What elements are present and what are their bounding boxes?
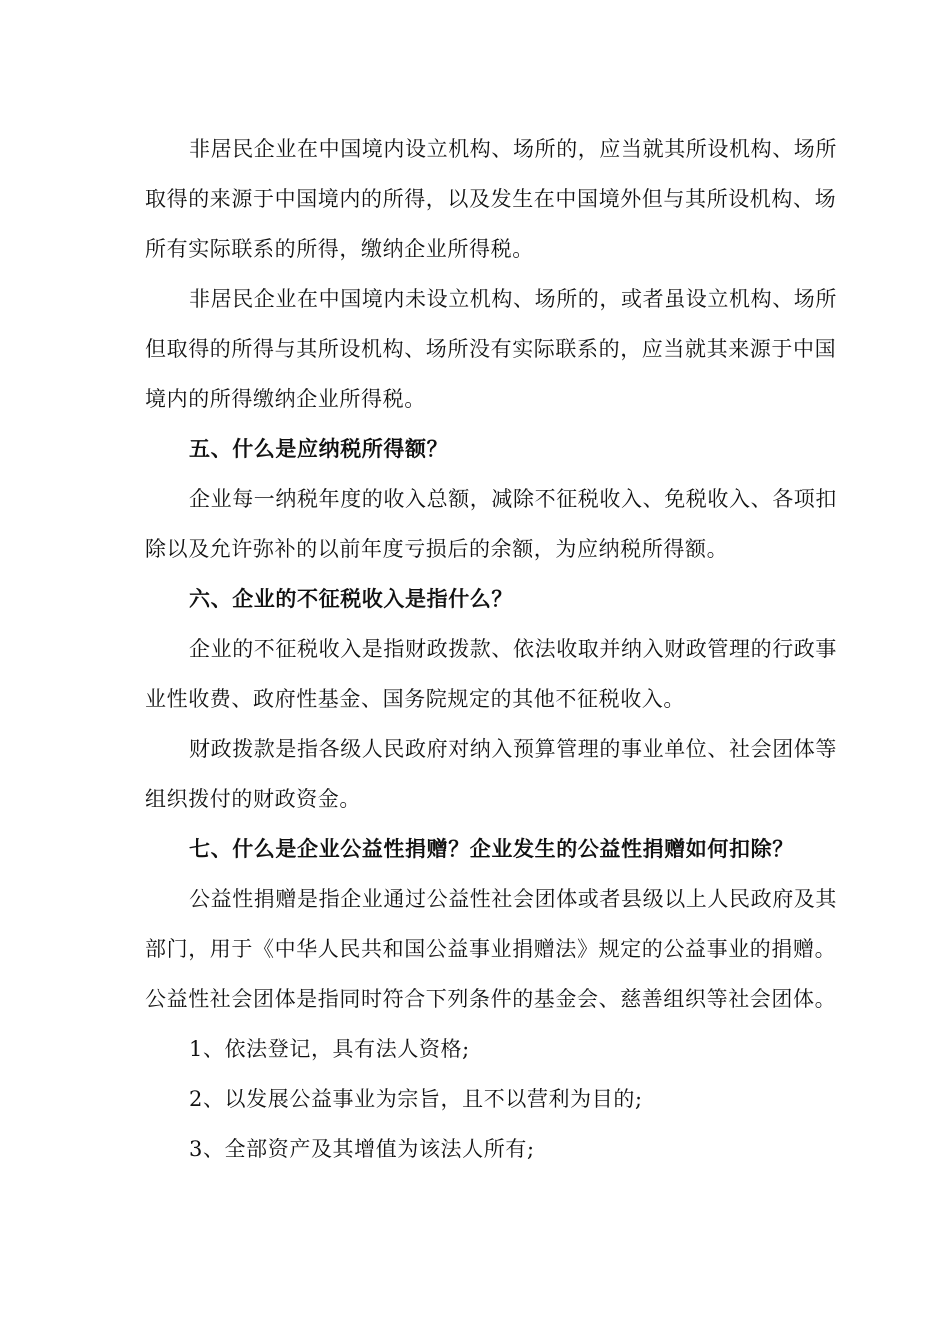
list-item-condition-1: 1、依法登记，具有法人资格; xyxy=(189,1037,470,1061)
heading-non-taxable-income: 六、企业的不征税收入是指什么？ xyxy=(189,586,513,611)
heading-taxable-income: 五、什么是应纳税所得额？ xyxy=(189,436,449,461)
paragraph-public-welfare-donation-definition: 公益性捐赠是指企业通过公益性社会团体或者县级以上人民政府及其部门，用于《中华人民共和国公益事业捐赠法》规定的公益事业的捐赠。公益性社会团体是指同时符合下列条件的基金会、慈善组织等社会团体。 xyxy=(145,887,837,1011)
paragraph-non-taxable-income-definition: 企业的不征税收入是指财政拨款、依法收取并纳入财政管理的行政事业性收费、政府性基金、国务院规定的其他不征税收入。 xyxy=(145,637,837,711)
list-item-condition-3: 3、全部资产及其增值为该法人所有; xyxy=(189,1137,535,1161)
paragraph-fiscal-appropriation: 财政拨款是指各级人民政府对纳入预算管理的事业单位、社会团体等组织拨付的财政资金。 xyxy=(145,737,837,811)
paragraph-taxable-income-definition: 企业每一纳税年度的收入总额，减除不征税收入、免税收入、各项扣除以及允许弥补的以前年度亏损后的余额，为应纳税所得额。 xyxy=(145,487,837,561)
paragraph-nonresident-with-establishment: 非居民企业在中国境内设立机构、场所的，应当就其所设机构、场所取得的来源于中国境内的所得，以及发生在中国境外但与其所设机构、场所有实际联系的所得，缴纳企业所得税。 xyxy=(145,137,837,261)
heading-public-welfare-donation: 七、什么是企业公益性捐赠？企业发生的公益性捐赠如何扣除？ xyxy=(189,836,794,861)
list-item-condition-2: 2、以发展公益事业为宗旨，且不以营利为目的; xyxy=(189,1087,643,1111)
paragraph-nonresident-without-establishment: 非居民企业在中国境内未设立机构、场所的，或者虽设立机构、场所但取得的所得与其所设机构、场所没有实际联系的，应当就其来源于中国境内的所得缴纳企业所得税。 xyxy=(145,287,837,411)
document-body xyxy=(145,124,845,1174)
